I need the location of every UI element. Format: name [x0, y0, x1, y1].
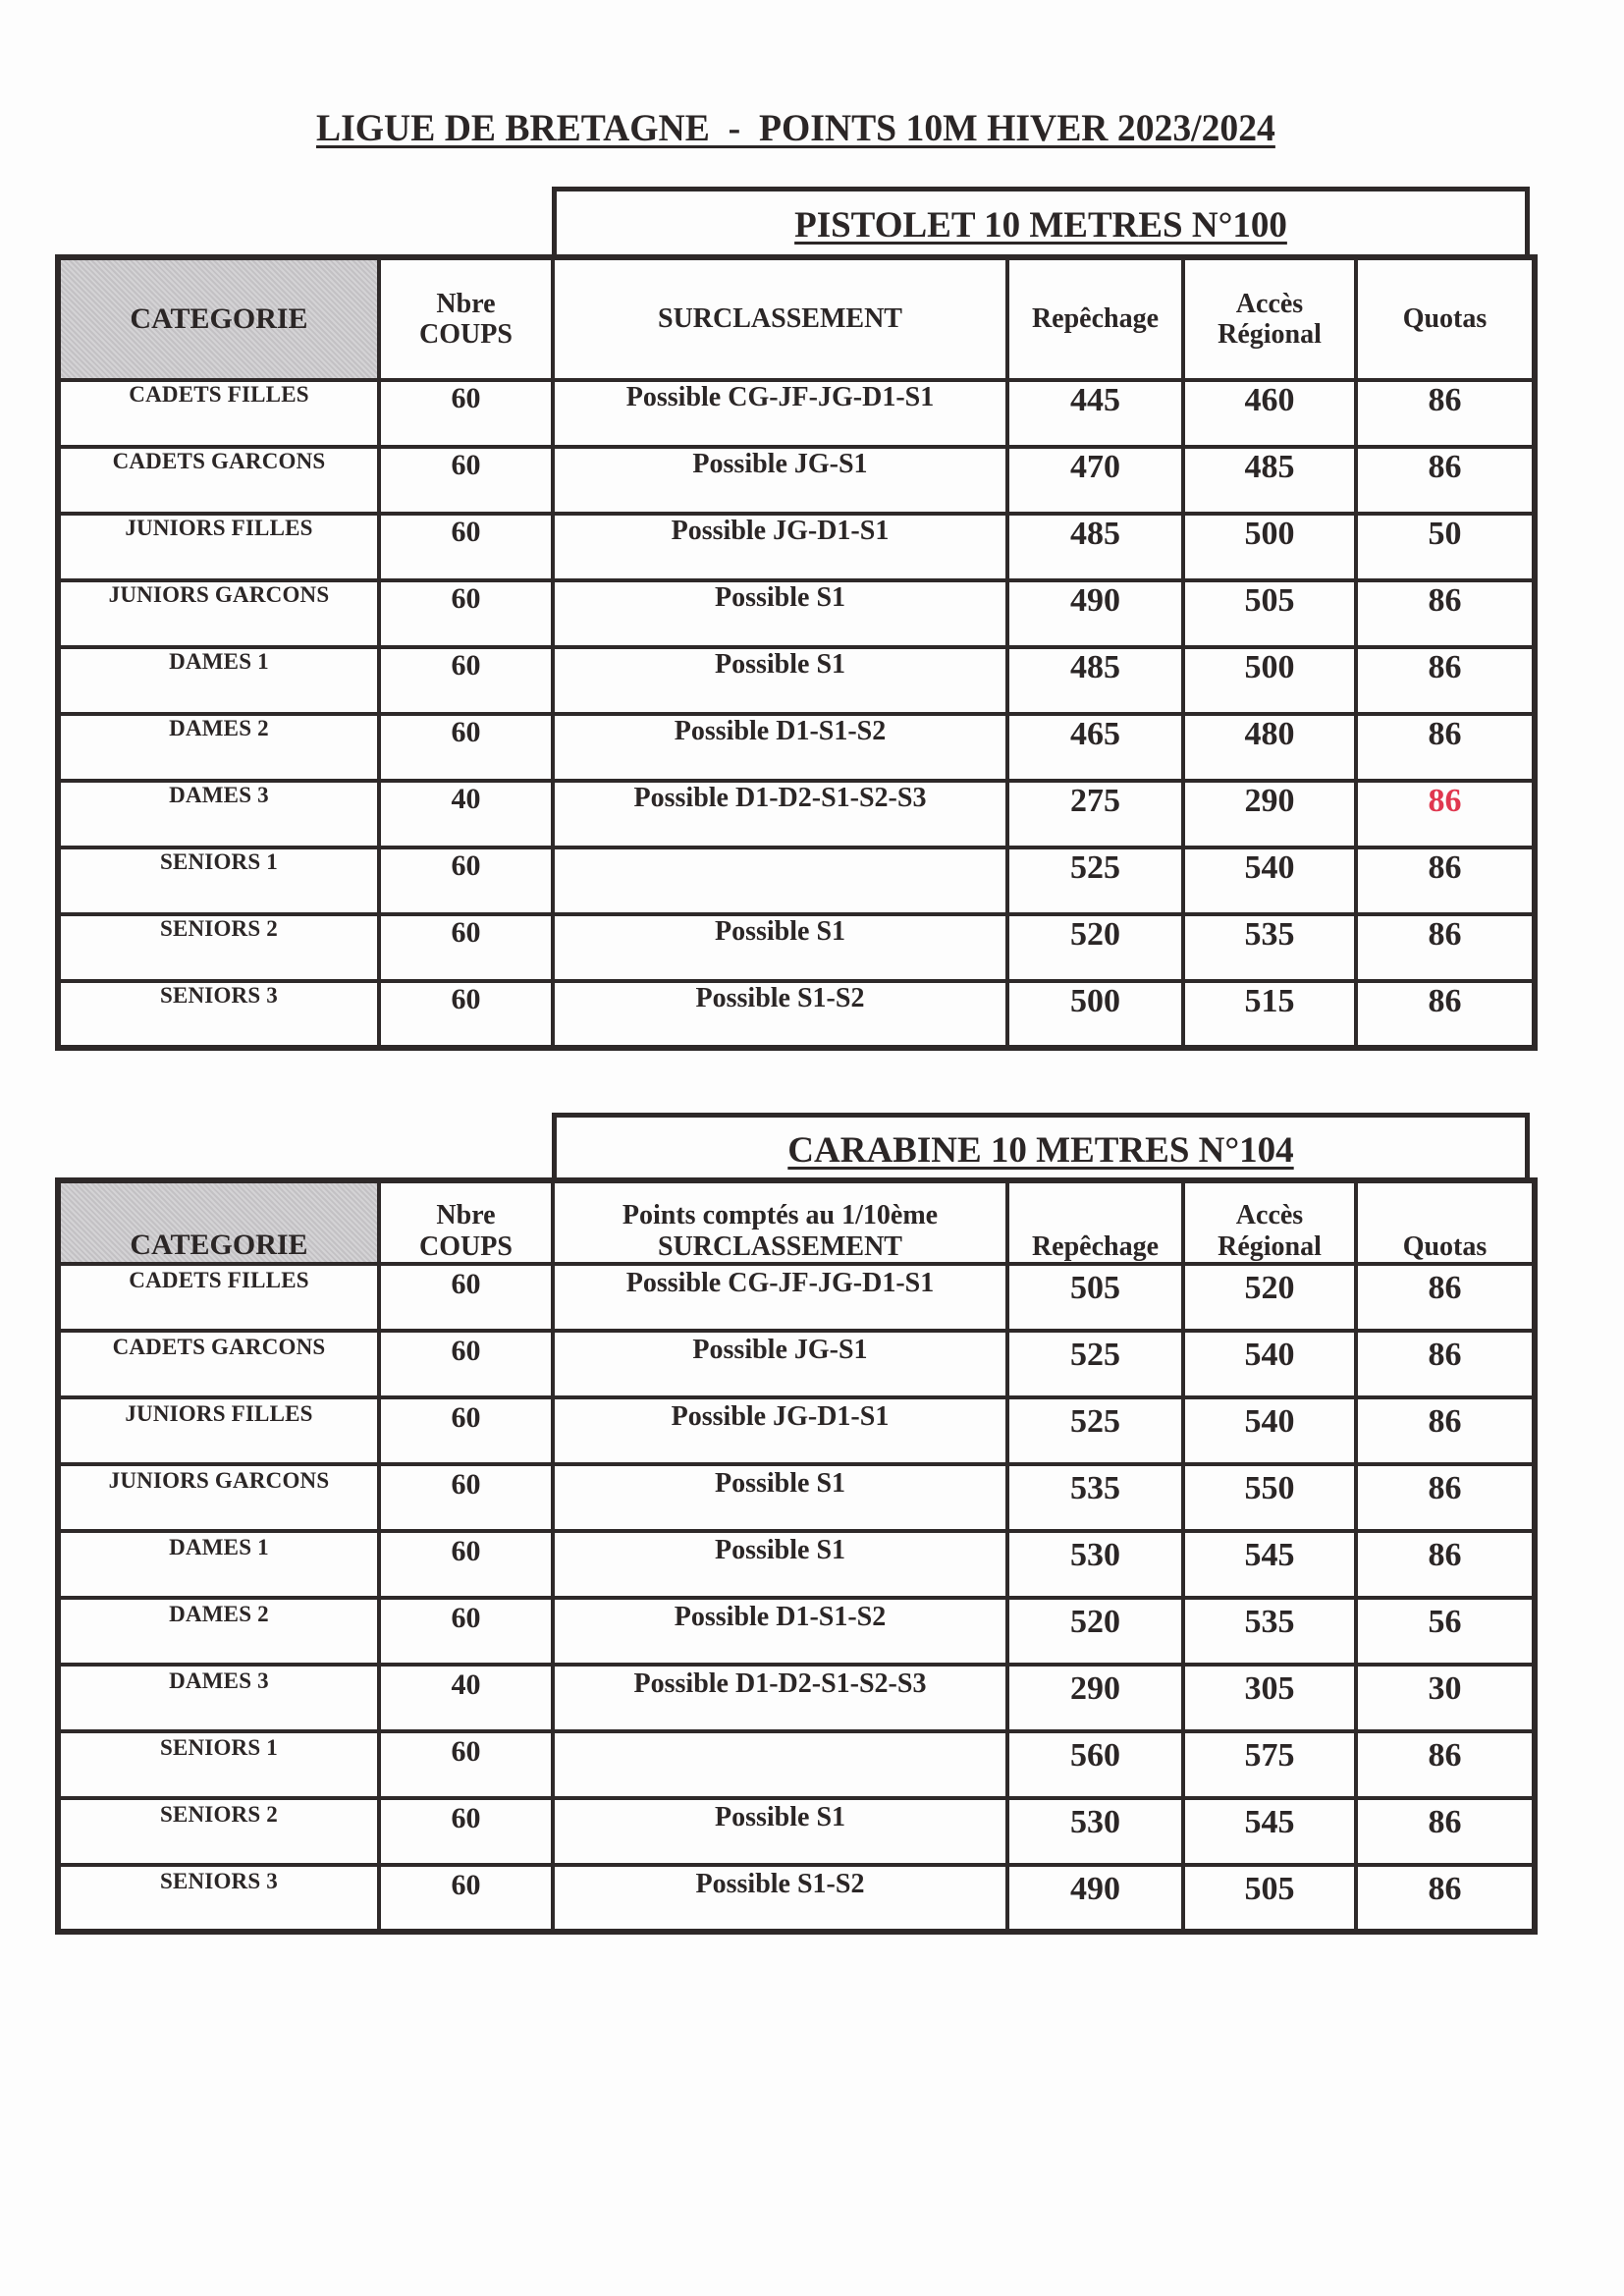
cell-acces-regional: 290	[1183, 781, 1356, 847]
cell-repechage: 490	[1007, 580, 1183, 647]
cell-coups: 60	[379, 1397, 553, 1464]
cell-coups: 60	[379, 981, 553, 1048]
cell-repechage: 485	[1007, 514, 1183, 580]
cell-repechage: 500	[1007, 981, 1183, 1048]
cell-acces-regional: 515	[1183, 981, 1356, 1048]
cell-repechage: 525	[1007, 1397, 1183, 1464]
cell-coups: 60	[379, 647, 553, 714]
cell-quotas: 86	[1356, 1397, 1535, 1464]
page-title: LIGUE DE BRETAGNE - POINTS 10M HIVER 2023/2024	[316, 107, 1275, 149]
cell-acces-regional: 535	[1183, 914, 1356, 981]
cell-repechage: 490	[1007, 1865, 1183, 1932]
cell-categorie: SENIORS 1	[58, 1731, 379, 1798]
cell-acces-regional: 305	[1183, 1665, 1356, 1731]
cell-categorie: CADETS FILLES	[58, 380, 379, 447]
header-coups: Nbre COUPS	[379, 1180, 553, 1264]
cell-categorie: DAMES 3	[58, 1665, 379, 1731]
cell-quotas: 86	[1356, 847, 1535, 914]
cell-coups: 60	[379, 714, 553, 781]
cell-surclassement: Possible D1-D2-S1-S2-S3	[553, 1665, 1007, 1731]
cell-categorie: DAMES 3	[58, 781, 379, 847]
cell-categorie: DAMES 2	[58, 714, 379, 781]
cell-coups: 40	[379, 1665, 553, 1731]
cell-coups: 60	[379, 1464, 553, 1531]
cell-repechage: 530	[1007, 1798, 1183, 1865]
cell-coups: 60	[379, 447, 553, 514]
table-row	[58, 1798, 1535, 1865]
cell-surclassement: Possible S1	[553, 580, 1007, 647]
pistolet-section-title-box	[552, 187, 1530, 258]
header-coups: Nbre COUPS	[379, 257, 553, 380]
cell-quotas: 86	[1356, 380, 1535, 447]
cell-acces-regional: 505	[1183, 1865, 1356, 1932]
pistolet-section-title: PISTOLET 10 METRES N°100	[794, 204, 1287, 246]
cell-acces-regional: 540	[1183, 847, 1356, 914]
cell-quotas: 50	[1356, 514, 1535, 580]
cell-acces-regional: 500	[1183, 647, 1356, 714]
table-row	[58, 981, 1535, 1048]
cell-quotas: 56	[1356, 1598, 1535, 1665]
cell-repechage: 520	[1007, 914, 1183, 981]
cell-surclassement: Possible JG-S1	[553, 1331, 1007, 1397]
cell-repechage: 535	[1007, 1464, 1183, 1531]
cell-quotas: 86	[1356, 1865, 1535, 1932]
cell-surclassement	[553, 847, 1007, 914]
cell-quotas: 86	[1356, 1264, 1535, 1331]
pistolet-table	[55, 254, 1538, 1051]
cell-acces-regional: 485	[1183, 447, 1356, 514]
cell-surclassement: Possible JG-D1-S1	[553, 1397, 1007, 1464]
cell-acces-regional: 550	[1183, 1464, 1356, 1531]
cell-surclassement: Possible JG-D1-S1	[553, 514, 1007, 580]
table-row	[58, 447, 1535, 514]
cell-surclassement: Possible S1	[553, 647, 1007, 714]
cell-repechage: 485	[1007, 647, 1183, 714]
cell-repechage: 525	[1007, 847, 1183, 914]
cell-repechage: 530	[1007, 1531, 1183, 1598]
cell-repechage: 470	[1007, 447, 1183, 514]
table-row	[58, 714, 1535, 781]
cell-coups: 60	[379, 1531, 553, 1598]
cell-acces-regional: 540	[1183, 1331, 1356, 1397]
cell-categorie: JUNIORS FILLES	[58, 514, 379, 580]
cell-categorie: DAMES 1	[58, 1531, 379, 1598]
cell-surclassement: Possible S1-S2	[553, 981, 1007, 1048]
cell-surclassement: Possible S1	[553, 1798, 1007, 1865]
cell-categorie: DAMES 1	[58, 647, 379, 714]
header-surclassement: Points comptés au 1/10ème SURCLASSEMENT	[553, 1180, 1007, 1264]
header-surclassement: SURCLASSEMENT	[553, 257, 1007, 380]
cell-coups: 60	[379, 1865, 553, 1932]
cell-quotas: 86	[1356, 714, 1535, 781]
cell-repechage: 465	[1007, 714, 1183, 781]
table-row	[58, 914, 1535, 981]
cell-acces-regional: 500	[1183, 514, 1356, 580]
cell-surclassement: Possible S1	[553, 1531, 1007, 1598]
table-row	[58, 1598, 1535, 1665]
cell-categorie: SENIORS 3	[58, 981, 379, 1048]
table-row	[58, 1731, 1535, 1798]
header-quotas: Quotas	[1356, 257, 1535, 380]
cell-coups: 60	[379, 1731, 553, 1798]
table-row	[58, 1264, 1535, 1331]
cell-quotas: 30	[1356, 1665, 1535, 1731]
cell-coups: 60	[379, 914, 553, 981]
cell-quotas: 86	[1356, 1531, 1535, 1598]
cell-categorie: JUNIORS FILLES	[58, 1397, 379, 1464]
cell-repechage: 505	[1007, 1264, 1183, 1331]
cell-acces-regional: 460	[1183, 380, 1356, 447]
table-row	[58, 514, 1535, 580]
cell-surclassement	[553, 1731, 1007, 1798]
cell-surclassement: Possible D1-S1-S2	[553, 714, 1007, 781]
cell-quotas: 86	[1356, 914, 1535, 981]
header-quotas: Quotas	[1356, 1180, 1535, 1264]
carabine-table	[55, 1177, 1538, 1935]
cell-quotas: 86	[1356, 580, 1535, 647]
cell-repechage: 275	[1007, 781, 1183, 847]
cell-categorie: JUNIORS GARCONS	[58, 580, 379, 647]
cell-categorie: SENIORS 2	[58, 1798, 379, 1865]
cell-acces-regional: 480	[1183, 714, 1356, 781]
cell-surclassement: Possible S1	[553, 1464, 1007, 1531]
table-row	[58, 1865, 1535, 1932]
cell-surclassement: Possible S1	[553, 914, 1007, 981]
cell-acces-regional: 575	[1183, 1731, 1356, 1798]
cell-acces-regional: 540	[1183, 1397, 1356, 1464]
cell-coups: 60	[379, 380, 553, 447]
cell-coups: 60	[379, 514, 553, 580]
carabine-section-title: CARABINE 10 METRES N°104	[787, 1129, 1294, 1171]
carabine-header-row	[58, 1180, 1535, 1264]
table-row	[58, 580, 1535, 647]
cell-categorie: SENIORS 2	[58, 914, 379, 981]
cell-quotas: 86	[1356, 981, 1535, 1048]
table-row	[58, 847, 1535, 914]
cell-surclassement: Possible JG-S1	[553, 447, 1007, 514]
cell-quotas: 86	[1356, 447, 1535, 514]
carabine-section-title-box	[552, 1113, 1530, 1182]
cell-categorie: CADETS FILLES	[58, 1264, 379, 1331]
header-acces-regional: Accès Régional	[1183, 257, 1356, 380]
cell-repechage: 560	[1007, 1731, 1183, 1798]
header-categorie: CATEGORIE	[58, 1180, 379, 1264]
cell-surclassement: Possible D1-D2-S1-S2-S3	[553, 781, 1007, 847]
header-categorie: CATEGORIE	[58, 257, 379, 380]
cell-surclassement: Possible CG-JF-JG-D1-S1	[553, 380, 1007, 447]
cell-categorie: CADETS GARCONS	[58, 447, 379, 514]
cell-coups: 40	[379, 781, 553, 847]
table-row	[58, 647, 1535, 714]
cell-acces-regional: 535	[1183, 1598, 1356, 1665]
header-acces-regional: Accès Régional	[1183, 1180, 1356, 1264]
cell-quotas: 86	[1356, 781, 1535, 847]
cell-coups: 60	[379, 1331, 553, 1397]
header-repechage: Repêchage	[1007, 1180, 1183, 1264]
cell-acces-regional: 505	[1183, 580, 1356, 647]
cell-coups: 60	[379, 580, 553, 647]
cell-coups: 60	[379, 1598, 553, 1665]
cell-categorie: DAMES 2	[58, 1598, 379, 1665]
table-row	[58, 1531, 1535, 1598]
cell-repechage: 445	[1007, 380, 1183, 447]
table-row	[58, 781, 1535, 847]
cell-repechage: 525	[1007, 1331, 1183, 1397]
cell-categorie: SENIORS 1	[58, 847, 379, 914]
cell-categorie: SENIORS 3	[58, 1865, 379, 1932]
cell-coups: 60	[379, 847, 553, 914]
table-row	[58, 1397, 1535, 1464]
cell-acces-regional: 545	[1183, 1798, 1356, 1865]
cell-surclassement: Possible CG-JF-JG-D1-S1	[553, 1264, 1007, 1331]
cell-repechage: 290	[1007, 1665, 1183, 1731]
cell-categorie: JUNIORS GARCONS	[58, 1464, 379, 1531]
cell-quotas: 86	[1356, 1731, 1535, 1798]
cell-quotas: 86	[1356, 1798, 1535, 1865]
cell-quotas: 86	[1356, 1464, 1535, 1531]
table-row	[58, 1464, 1535, 1531]
cell-quotas: 86	[1356, 1331, 1535, 1397]
header-repechage: Repêchage	[1007, 257, 1183, 380]
cell-coups: 60	[379, 1264, 553, 1331]
table-row	[58, 1331, 1535, 1397]
cell-surclassement: Possible D1-S1-S2	[553, 1598, 1007, 1665]
cell-quotas: 86	[1356, 647, 1535, 714]
pistolet-header-row	[58, 257, 1535, 380]
cell-acces-regional: 520	[1183, 1264, 1356, 1331]
cell-categorie: CADETS GARCONS	[58, 1331, 379, 1397]
cell-acces-regional: 545	[1183, 1531, 1356, 1598]
cell-surclassement: Possible S1-S2	[553, 1865, 1007, 1932]
table-row	[58, 380, 1535, 447]
cell-repechage: 520	[1007, 1598, 1183, 1665]
cell-coups: 60	[379, 1798, 553, 1865]
table-row	[58, 1665, 1535, 1731]
